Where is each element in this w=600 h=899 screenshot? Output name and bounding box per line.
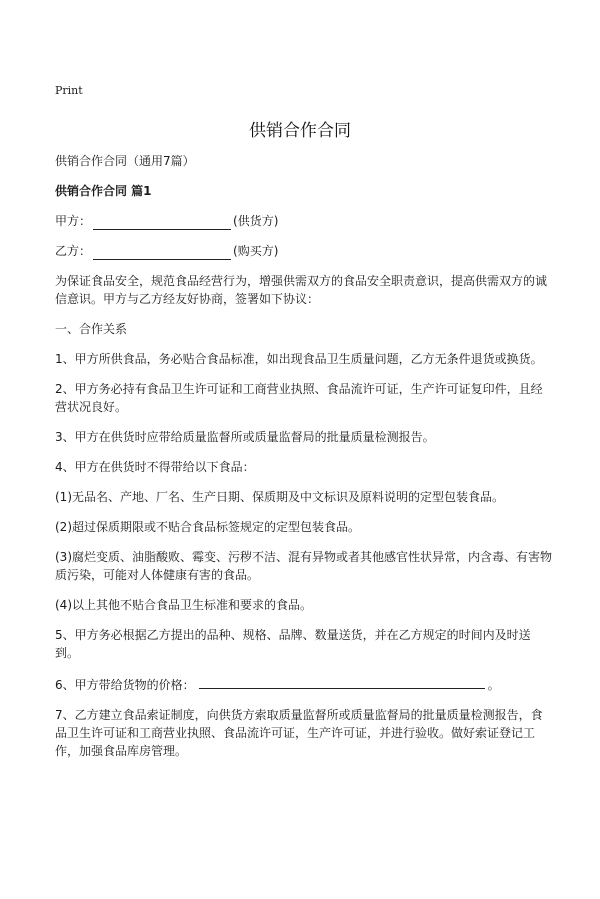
party-a-label: 甲方： (55, 214, 92, 228)
party-b-line (55, 242, 552, 260)
document-body (55, 152, 552, 772)
page-title: 供销合作合同 (249, 121, 351, 141)
clause-2: 2、甲方务必持有食品卫生许可证和工商营业执照、食品流许可证，生产许可证复印件，且经营状况良好。 (55, 382, 543, 414)
clause-6 (55, 674, 552, 694)
section-heading: 一、合作关系 (55, 322, 128, 336)
clause-7: 7、乙方建立食品索证制度，向供货方索取质量监督所或质量监督局的批量质量检测报告，食品卫生许可证和工商营业执照、食品流许可证，生产许可证，并进行验收。做好索证登记工作，加强食品库房管理。 (55, 708, 543, 758)
clause-4-3: (3)腐烂变质、油脂酸败、霉变、污秽不洁、混有异物或者其他感官性状异常，内含毒、有害物质污染，可能对人体健康有害的食品。 (55, 550, 553, 582)
party-b-role: (购买方) (233, 244, 279, 258)
clause-1: 1、甲方所供食品，务必贴合食品标准，如出现食品卫生质量问题，乙方无条件退货或换货。 (55, 352, 543, 366)
clause-4-1: (1)无品名、产地、厂名、生产日期、保质期及中文标识及原料说明的定型包装食品。 (55, 490, 505, 504)
document-subtitle: 供销合作合同（通用7篇） (55, 154, 195, 168)
party-b-label: 乙方： (55, 244, 92, 258)
price-label: 6、甲方带给货物的价格： (55, 678, 195, 692)
clause-4: 4、甲方在供货时不得带给以下食品： (55, 460, 255, 474)
clause-4-2: (2)超过保质期限或不贴合食品标签规定的定型包装食品。 (55, 520, 361, 534)
clause-5: 5、甲方务必根据乙方提出的品种、规格、品牌、数量送货，并在乙方规定的时间内及时送到。 (55, 628, 531, 660)
print-label[interactable]: Print (55, 84, 83, 97)
price-blank (199, 674, 485, 689)
party-a-blank (93, 215, 231, 230)
price-end: 。 (487, 678, 500, 692)
party-b-blank (93, 245, 231, 260)
party-a-role: (供货方) (233, 214, 279, 228)
section-title: 供销合作合同 篇1 (55, 184, 152, 198)
clause-3: 3、甲方在供货时应带给质量监督所或质量监督局的批量质量检测报告。 (55, 430, 435, 444)
clause-4-4: (4)以上其他不贴合食品卫生标准和要求的食品。 (55, 598, 312, 612)
party-a-line (55, 212, 552, 230)
intro-paragraph: 为保证食品安全，规范食品经营行为，增强供需双方的食品安全职责意识，提高供需双方的诚信意识。甲方与乙方经友好协商，签署如下协议： (55, 274, 548, 306)
